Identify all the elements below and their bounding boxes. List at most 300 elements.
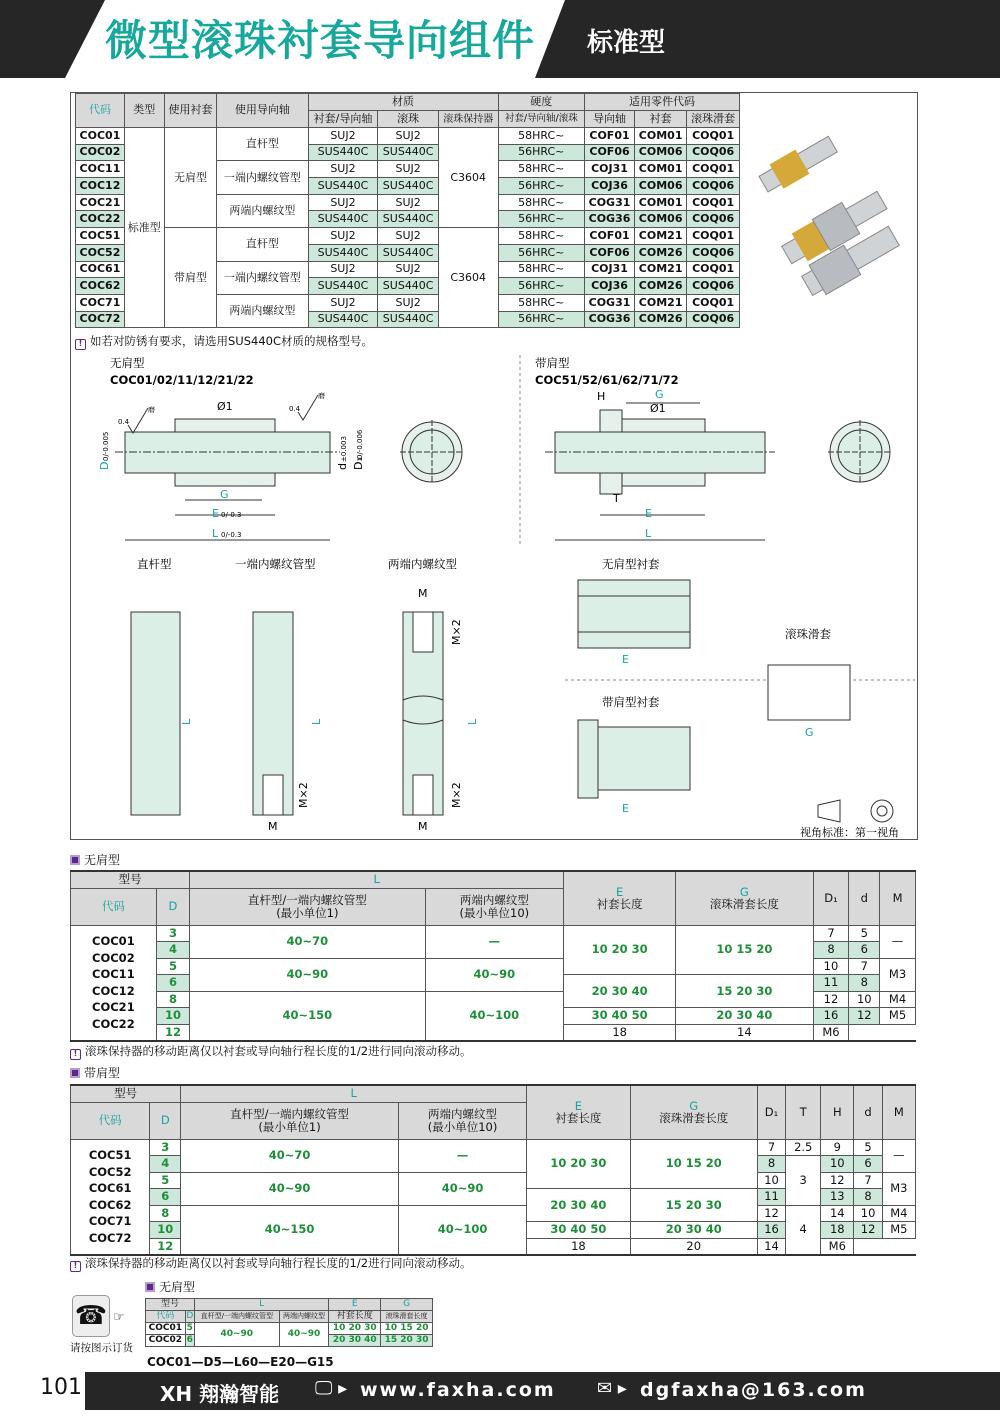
table-cell: SUS440C [378, 244, 438, 261]
cell: 5 [186, 1322, 193, 1333]
D-cell: 12 [156, 1024, 189, 1041]
code: COC02 [92, 950, 135, 965]
table-cell: 56HRC~ [498, 244, 584, 261]
no-shoulder-assembly-drawing [115, 395, 464, 540]
D1-cell: 18 [564, 1024, 676, 1041]
M-cell: M6 [813, 1024, 849, 1041]
L2-cell: 40~90 [425, 958, 564, 991]
col-material: 材质 [308, 94, 498, 111]
dim-d: d [336, 463, 349, 470]
section-title: 无肩型 [84, 853, 121, 867]
cell: 6 [186, 1334, 193, 1345]
table-cell: SUJ2 [308, 261, 378, 278]
G-cell: 10 15 20 [676, 925, 813, 975]
table-cell: COQ06 [687, 211, 740, 228]
table-row [71, 1139, 916, 1156]
D1-cell: 8 [813, 942, 849, 959]
product-photo [757, 132, 903, 301]
col-mat-retainer: 滚珠保持器 [438, 111, 498, 128]
shoulder-size-table [70, 1084, 916, 1256]
table-cell: SUS440C [378, 178, 438, 195]
table-cell: COJ36 [585, 278, 635, 295]
roughness-value: 0.4 [118, 418, 130, 426]
table-cell: COG36 [585, 311, 635, 328]
table-cell: COF01 [585, 228, 635, 245]
section-shoulder [70, 1064, 120, 1081]
col-part-axis: 导向轴 [585, 111, 635, 128]
code: COC12 [92, 983, 135, 998]
E-cell: 10 20 30 [564, 925, 676, 975]
D1-cell: 10 [757, 1172, 785, 1189]
table-cell: SUS440C [308, 178, 378, 195]
table-row [71, 1205, 916, 1222]
cell: COC01 [146, 1323, 186, 1335]
cell: 15 20 30 [381, 1335, 433, 1347]
code-cell: COC01 [76, 128, 125, 145]
table-cell: COQ06 [687, 311, 740, 328]
code-cell: COC52 [76, 244, 125, 261]
section-title: 带肩型 [84, 1066, 121, 1080]
E-cell: 20 30 40 [564, 975, 676, 1008]
d-cell: 14 [757, 1238, 785, 1255]
dim-phi-shoulder: Ø1 [650, 402, 666, 415]
L2-cell: — [425, 925, 564, 958]
col-L1: 直杆型/一端内螺纹管型 [194, 1311, 279, 1323]
axis-type-cell: 直杆型 [217, 128, 308, 161]
cell: 20 30 40 [329, 1335, 381, 1347]
col-G [630, 1085, 757, 1139]
table-cell: SUJ2 [308, 194, 378, 211]
H-cell: 20 [630, 1238, 757, 1255]
table-cell: COJ36 [585, 178, 635, 195]
table-cell: 56HRC~ [498, 178, 584, 195]
tol-L: 0/-0.3 [221, 531, 242, 539]
D-cell: 10 [156, 1008, 189, 1025]
table-cell: SUJ2 [378, 294, 438, 311]
dim-L-shoulder: L [645, 527, 652, 540]
D-cell: 6 [150, 1189, 181, 1206]
cell: 40~90 [279, 1323, 329, 1347]
dim-M-bottom: M [418, 820, 428, 833]
table-cell: 58HRC~ [498, 161, 584, 178]
axis-type-cell: 一端内螺纹管型 [217, 261, 308, 294]
warning-icon: ! [70, 1049, 81, 1060]
code-cell: COC21 [76, 194, 125, 211]
D1-cell: 11 [757, 1189, 785, 1206]
order-section [145, 1278, 195, 1295]
phone-icon: ☎ [72, 1295, 110, 1337]
code: COC52 [88, 1164, 132, 1179]
brand-logo: XH 翔瀚智能 [160, 1382, 280, 1406]
sleeve-type-cell: 带肩型 [164, 228, 217, 328]
table-cell: 56HRC~ [498, 144, 584, 161]
col-hardness: 硬度 [498, 94, 584, 111]
shaft-drawings [131, 612, 443, 815]
G-desc: 滚珠滑套长度 [709, 897, 779, 912]
D1-cell: 7 [757, 1139, 785, 1156]
col-D: D [186, 1310, 194, 1321]
axis-type-cell: 直杆型 [217, 228, 308, 261]
dim-G: G [220, 488, 229, 501]
table-cell: COQ06 [687, 178, 740, 195]
d-cell: 7 [849, 958, 880, 975]
table-cell: 58HRC~ [498, 228, 584, 245]
G-desc: 滚珠滑套长度 [659, 1111, 729, 1126]
dim-T: T [613, 492, 620, 505]
L1-label: 直杆型/一端内螺纹管型 [230, 1106, 349, 1121]
M-cell: M3 [882, 1172, 915, 1205]
L2-cell: 40~90 [398, 1172, 526, 1205]
G-symbol: G [739, 884, 749, 899]
M-cell: — [882, 1139, 915, 1172]
col-code: 代码 [71, 888, 157, 925]
col-L1 [190, 888, 425, 925]
dim-L: L [212, 527, 219, 540]
no-shoulder-title: 无肩型 [110, 356, 145, 370]
sleeve-shoulder-label: 带肩型衬套 [602, 695, 660, 709]
view-standard-label: 视角标准：第一视角 [800, 826, 899, 839]
one-end-label: 一端内螺纹管型 [235, 557, 316, 571]
table-cell: COG31 [585, 294, 635, 311]
D-cell: 6 [156, 975, 189, 992]
col-D1: D₁ [813, 871, 849, 925]
table-cell: 56HRC~ [498, 278, 584, 295]
dim-Mx2-one: M×2 [297, 782, 310, 808]
tol-E: 0/-0.3 [221, 511, 242, 519]
rust-note-text: 如若对防锈有要求，请选用SUS440C材质的规格型号。 [90, 334, 373, 348]
col-D: D [150, 1102, 181, 1139]
L2-unit: (最小单位10) [427, 1119, 498, 1134]
order-example: COC01—D5—L60—E20—G15 [147, 1355, 334, 1369]
T-cell: 3 [786, 1156, 821, 1206]
grind-mark-2: 磨 [318, 392, 325, 400]
H-cell: 12 [821, 1172, 854, 1189]
dim-M-one: M [268, 820, 278, 833]
L2-label: 两端内螺纹型 [428, 1106, 498, 1121]
D1-cell: 16 [757, 1222, 785, 1239]
website-link[interactable]: www.faxha.com [360, 1379, 556, 1401]
table-cell: 58HRC~ [498, 194, 584, 211]
shoulder-assembly-drawing [545, 403, 892, 540]
page-title: 微型滚珠衬套导向组件 [105, 16, 536, 65]
col-G: G [381, 1299, 433, 1311]
D-cell: 8 [156, 991, 189, 1008]
code: COC22 [92, 1016, 135, 1031]
dim-E: E [212, 507, 219, 520]
dim-Mx2-bottom: M×2 [450, 782, 463, 808]
dim-Mx2-top: M×2 [450, 619, 463, 645]
E-cell: 30 40 50 [527, 1222, 631, 1239]
retainer-note-2 [70, 1255, 472, 1272]
dim-M-top: M [418, 587, 428, 600]
D-cell: 5 [156, 958, 189, 975]
E-symbol: E [616, 884, 624, 899]
col-M: M [882, 1085, 915, 1139]
col-L2: 两端内螺纹型 [279, 1311, 329, 1323]
d-cell: 6 [849, 942, 880, 959]
footer-bar [85, 1372, 1000, 1410]
section-title: 无肩型 [159, 1280, 196, 1294]
D-cell: 4 [156, 942, 189, 959]
table-cell: SUJ2 [308, 228, 378, 245]
table-cell: COQ06 [687, 278, 740, 295]
code: COC72 [88, 1230, 132, 1245]
retainer-note-text: 滚珠保持器的移动距离仅以衬套或导向轴行程长度的1/2进行同向滚动移动。 [85, 1044, 472, 1058]
col-model: 型号 [71, 871, 190, 888]
T-cell: 2.5 [786, 1139, 821, 1156]
M-cell: M5 [880, 1008, 916, 1025]
table-cell: COM01 [635, 161, 687, 178]
code-cell: COC12 [76, 178, 125, 195]
D1-cell: 8 [757, 1156, 785, 1173]
table-cell: COQ06 [687, 244, 740, 261]
col-mat-sleeve-axis: 衬套/导向轴 [308, 111, 378, 128]
col-code: 代码 [146, 1311, 186, 1323]
D1-cell: 16 [813, 1008, 849, 1025]
code-cell: COC51 [76, 228, 125, 245]
col-mat-ball: 滚珠 [378, 111, 438, 128]
code: COC61 [88, 1181, 132, 1195]
col-hard-sub: 衬套/导向轴/滚珠 [498, 111, 584, 128]
col-Ed: 衬套长度 [329, 1311, 381, 1323]
retainer-cell: C3604 [438, 228, 498, 328]
code: COC51 [88, 1148, 132, 1162]
table-cell: COM06 [635, 178, 687, 195]
L1-cell: 40~90 [190, 958, 425, 991]
section-no-shoulder [70, 851, 120, 868]
M-cell: M6 [821, 1238, 854, 1255]
col-L: L [194, 1299, 328, 1311]
D-cell: 4 [150, 1156, 181, 1173]
table-cell: SUJ2 [378, 261, 438, 278]
page-subtitle: 标准型 [587, 28, 666, 58]
tol-D: 0/-0.005 [102, 431, 110, 461]
axis-type-cell: 两端内螺纹型 [217, 194, 308, 227]
col-d: d [854, 1085, 882, 1139]
code: COC71 [88, 1214, 132, 1228]
col-M: M [880, 871, 916, 925]
col-G [676, 871, 813, 925]
D1-cell: 18 [527, 1238, 631, 1255]
table-cell: SUJ2 [378, 128, 438, 145]
table-cell: SUS440C [308, 244, 378, 261]
table-cell: SUS440C [308, 278, 378, 295]
table-cell: COM06 [635, 144, 687, 161]
retainer-note-text: 滚珠保持器的移动距离仅以衬套或导向轴行程长度的1/2进行同向滚动移动。 [85, 1256, 472, 1270]
warning-icon: ! [75, 339, 86, 350]
col-Gd: 滚珠滑套长度 [381, 1311, 433, 1323]
code: COC21 [92, 1000, 135, 1014]
code-cell: COC02 [76, 144, 125, 161]
sleeve-type-cell: 无肩型 [164, 128, 217, 228]
d-cell: 5 [854, 1139, 882, 1156]
table-cell: COQ01 [687, 161, 740, 178]
col-axis: 使用导向轴 [217, 94, 308, 128]
E-cell: 30 40 50 [564, 1008, 676, 1025]
G-cell: 10 15 20 [630, 1139, 757, 1189]
dim-L-one: L [310, 718, 323, 725]
L2-cell: 40~100 [425, 991, 564, 1041]
L2-label: 两端内螺纹型 [459, 892, 529, 907]
table-row [71, 925, 916, 942]
table-cell: COQ01 [687, 128, 740, 145]
both-ends-label: 两端内螺纹型 [388, 557, 457, 571]
col-L2 [425, 888, 564, 925]
dim-L-straight: L [180, 718, 193, 725]
code-cell: COC62 [76, 278, 125, 295]
col-T: T [786, 1085, 821, 1139]
L1-label: 直杆型/一端内螺纹管型 [247, 892, 367, 907]
H-cell: 13 [821, 1189, 854, 1206]
shoulder-title: 带肩型 [535, 356, 570, 370]
table-cell: COF06 [585, 244, 635, 261]
table-cell: SUJ2 [308, 128, 378, 145]
table-cell: 58HRC~ [498, 128, 584, 145]
E-cell: 10 20 30 [527, 1139, 631, 1189]
col-L2 [398, 1102, 526, 1139]
grind-mark: 磨 [148, 406, 155, 414]
L1-unit: (最小单位1) [258, 1119, 321, 1134]
axis-type-cell: 一端内螺纹管型 [217, 161, 308, 194]
dim-E-shoulder: E [645, 507, 652, 520]
D1-cell: 7 [813, 925, 849, 942]
table-cell: SUS440C [378, 211, 438, 228]
M-cell: M4 [880, 991, 916, 1008]
table-cell: COF01 [585, 128, 635, 145]
M-cell: M4 [882, 1205, 915, 1222]
col-D1: D₁ [757, 1085, 785, 1139]
col-code: 代码 [71, 1102, 150, 1139]
col-model: 型号 [71, 1085, 181, 1102]
col-sleeve: 使用衬套 [164, 94, 217, 128]
D1-cell: 12 [813, 991, 849, 1008]
E-desc: 衬套长度 [555, 1111, 602, 1126]
col-L1 [181, 1102, 399, 1139]
H-cell: 10 [821, 1156, 854, 1173]
M-cell: — [880, 925, 916, 958]
d-cell: 7 [854, 1172, 882, 1189]
G-cell: 15 20 30 [676, 975, 813, 1008]
col-code: 代码 [76, 94, 125, 128]
dim-G-slide: G [805, 726, 814, 739]
monitor-icon: 🖵 ▸ [315, 1378, 348, 1399]
table-cell: COM01 [635, 128, 687, 145]
table-cell: SUJ2 [378, 228, 438, 245]
table-cell: COQ01 [687, 228, 740, 245]
tol-D1: 0/-0.006 [356, 429, 364, 459]
code-cell: COC61 [76, 261, 125, 278]
table-cell: COJ31 [585, 261, 635, 278]
ball-slide-label: 滚珠滑套 [785, 627, 831, 641]
d-cell: 14 [676, 1024, 813, 1041]
roughness-value-2: 0.4 [289, 405, 301, 413]
H-cell: 14 [821, 1205, 854, 1222]
table-cell: COQ01 [687, 194, 740, 211]
H-cell: 18 [821, 1222, 854, 1239]
order-example-table [145, 1298, 433, 1347]
D-cell: 8 [150, 1205, 181, 1222]
code-cell: COC72 [76, 311, 125, 328]
D-cell: 3 [156, 925, 189, 942]
G-cell: 15 20 30 [630, 1189, 757, 1222]
table-cell: SUS440C [378, 144, 438, 161]
table-cell: 56HRC~ [498, 311, 584, 328]
D1-cell: 10 [813, 958, 849, 975]
table-cell: SUJ2 [378, 194, 438, 211]
table-cell: COG31 [585, 194, 635, 211]
table-cell: 58HRC~ [498, 261, 584, 278]
dim-E-sleeve2: E [622, 802, 629, 815]
col-part-sleeve: 衬套 [635, 111, 687, 128]
d-cell: 6 [854, 1156, 882, 1173]
code-list [71, 1139, 150, 1255]
table-cell: COJ31 [585, 161, 635, 178]
H-cell: 9 [821, 1139, 854, 1156]
E-cell: 20 30 40 [527, 1189, 631, 1222]
brand-name: 翔瀚智能 [199, 1382, 280, 1406]
table-cell: SUS440C [308, 311, 378, 328]
table-cell: COM21 [635, 228, 687, 245]
d-cell: 12 [854, 1222, 882, 1239]
D1-cell: 11 [813, 975, 849, 992]
code: COC01 [92, 934, 135, 948]
L1-cell: 40~150 [181, 1205, 399, 1255]
L1-cell: 40~70 [190, 925, 425, 958]
retainer-note [70, 1043, 472, 1060]
code-list [71, 925, 157, 1041]
D-cell: 12 [150, 1238, 181, 1255]
L1-unit: (最小单位1) [276, 905, 339, 920]
email-link[interactable]: dgfaxha@163.com [640, 1379, 867, 1401]
E-symbol: E [574, 1098, 583, 1113]
col-type: 类型 [124, 94, 164, 128]
code-cell: COC11 [76, 161, 125, 178]
order-label: 请按图示订货 [70, 1342, 133, 1354]
E-desc: 衬套长度 [596, 897, 643, 912]
table-cell: COM26 [635, 311, 687, 328]
page-number: 101 [40, 1375, 82, 1400]
table-cell: COM26 [635, 278, 687, 295]
dim-G-shoulder: G [655, 388, 664, 401]
table-cell: COQ01 [687, 294, 740, 311]
cell: 40~90 [194, 1323, 279, 1347]
col-E [564, 871, 676, 925]
code-cell: COC71 [76, 294, 125, 311]
cell: 10 20 30 [329, 1323, 381, 1335]
table-cell: COQ06 [687, 144, 740, 161]
table-cell: 58HRC~ [498, 294, 584, 311]
G-symbol: G [689, 1098, 699, 1113]
d-cell: 8 [854, 1189, 882, 1206]
col-E [527, 1085, 631, 1139]
axis-type-cell: 两端内螺纹型 [217, 294, 308, 327]
d-cell: 12 [849, 1008, 880, 1025]
col-L: L [181, 1085, 527, 1102]
tol-d: ±0.003 [340, 436, 348, 462]
code: COC62 [88, 1197, 132, 1212]
col-L: L [190, 871, 564, 888]
no-shoulder-size-table [70, 870, 916, 1042]
type-cell: 标准型 [124, 128, 164, 328]
D-cell: 3 [150, 1139, 181, 1156]
col-part-slide: 滚珠滑套 [687, 111, 740, 128]
M-cell: M5 [882, 1222, 915, 1239]
table-cell: COQ01 [687, 261, 740, 278]
col-H: H [821, 1085, 854, 1139]
L1-cell: 40~150 [190, 991, 425, 1041]
table-cell: SUS440C [378, 278, 438, 295]
L2-cell: 40~100 [398, 1205, 526, 1255]
